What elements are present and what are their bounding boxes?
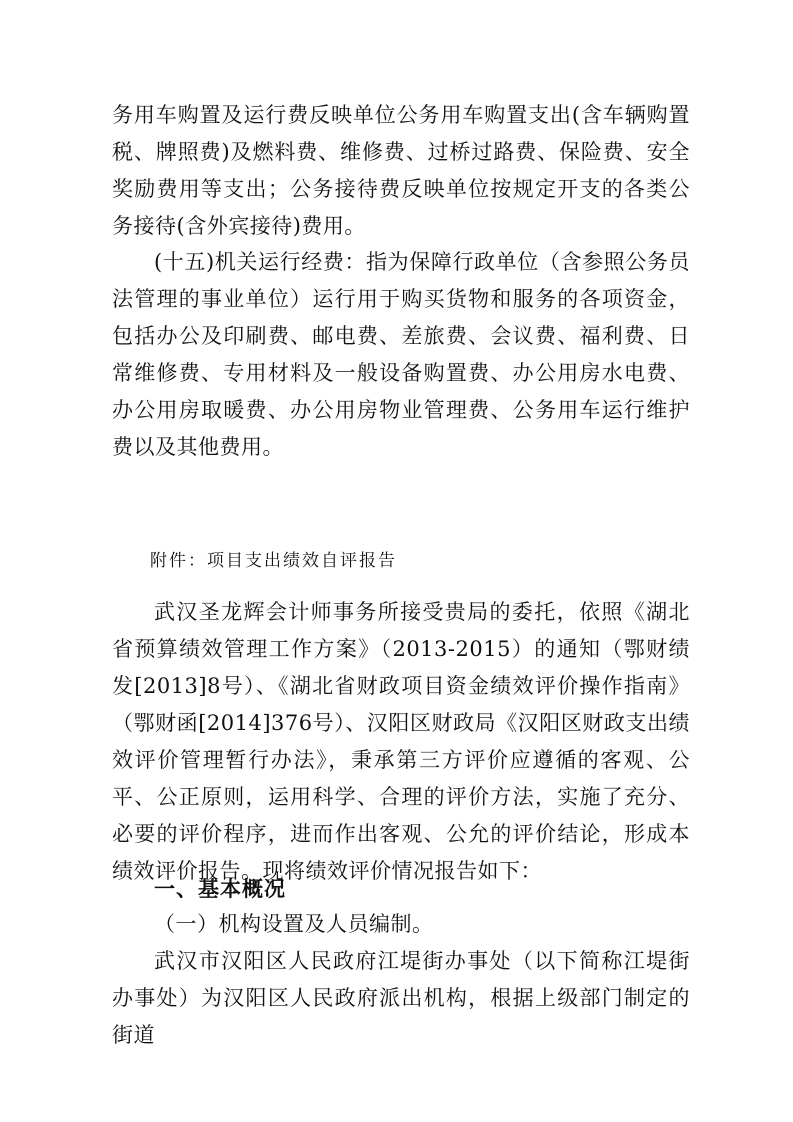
section-heading-basic-overview: 一、基本概况: [154, 877, 286, 901]
paragraph-operating-expenses: (十五)机关运行经费：指为保障行政单位（含参照公务员法管理的事业单位）运行用于购买货物和服务的各项资金，包括办公及印刷费、邮电费、差旅费、会议费、福利费、日常维修费、专用材料及一般设备购置费、办公用房水电费、办公用房取暖费、办公用房物业管理费、公务用车运行维护费以及其他费用。: [112, 250, 690, 459]
paragraph-office-description: 武汉市汉阳区人民政府江堤街办事处（以下简称江堤街办事处）为汉阳区人民政府派出机构，根据上级部门制定的街道: [112, 949, 690, 1047]
attachment-title: 附件：项目支出绩效自评报告: [150, 551, 397, 571]
paragraph-vehicle-expenses: 务用车购置及运行费反映单位公务用车购置支出(含车辆购置税、牌照费)及燃料费、维修费、过桥过路费、保险费、安全奖励费用等支出；公务接待费反映单位按规定开支的各类公务接待(含外宾接待)费用。: [112, 103, 690, 238]
subsection-heading-organization: （一）机构设置及人员编制。: [154, 912, 434, 936]
paragraph-report-intro: 武汉圣龙辉会计师事务所接受贵局的委托，依照《湖北省预算绩效管理工作方案》（2013-2015）的通知（鄂财绩发[2013]8号）、《湖北省财政项目资金绩效评价操作指南》（鄂财函[2014]376号）、汉阳区财政局《汉阳区财政支出绩效评价管理暂行办法》，秉承第三方评价应遵循的客观、公平、公正原则，运用科学、合理的评价方法，实施了充分、必要的评价程序，进而作出客观、公允的评价结论，形成本绩效评价报告。现将绩效评价情况报告如下：: [112, 600, 690, 883]
